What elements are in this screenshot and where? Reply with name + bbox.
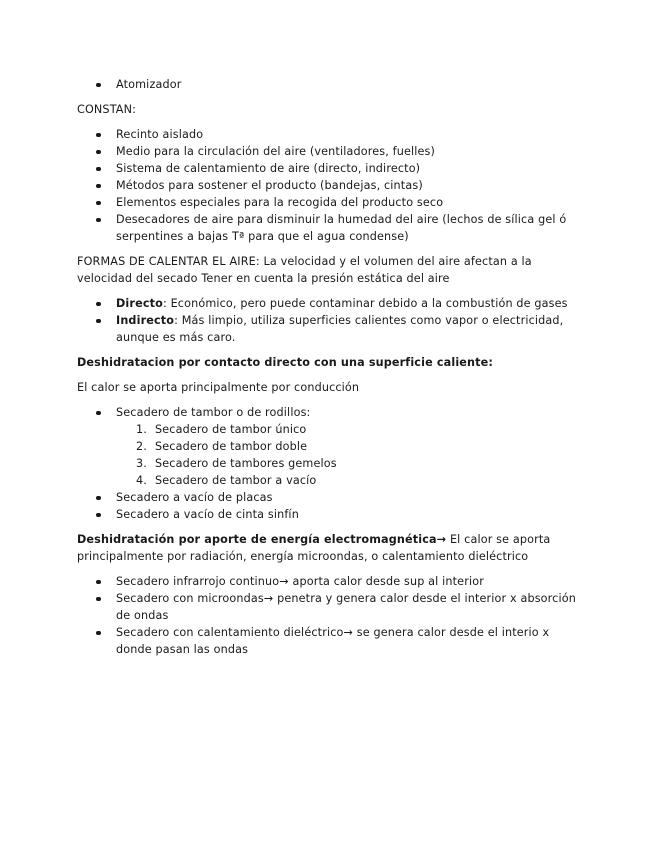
list-item: Secadero con microondas→ penetra y genera calor desde el interior x absorción de ondas bbox=[77, 590, 577, 624]
list-item: Métodos para sostener el producto (bandejas, cintas) bbox=[77, 177, 577, 194]
contacto-list bbox=[77, 404, 577, 523]
term-text: : Económico, pero puede contaminar debido a la combustión de gases bbox=[162, 297, 568, 310]
list-item: Desecadores de aire para disminuir la humedad del aire (lechos de sílica gel ó serpentines a bajas Tª para que el agua condense) bbox=[77, 211, 577, 245]
numbered-item bbox=[77, 455, 577, 472]
list-item bbox=[77, 312, 577, 346]
electro-intro: El calor se aporta principalmente por radiación, energía microondas, o calentamiento dieléctrico bbox=[77, 533, 551, 563]
item-text: Secadero de tambor doble bbox=[155, 440, 308, 453]
term-text: : Más limpio, utiliza superficies calientes como vapor o electricidad, aunque es más caro. bbox=[116, 314, 564, 344]
item-text: Secadero de tambores gemelos bbox=[155, 457, 337, 470]
formas-paragraph: FORMAS DE CALENTAR EL AIRE: La velocidad y el volumen del aire afectan a la velocidad del secado Tener en cuenta la presión estática del aire bbox=[77, 255, 532, 285]
list-item: Recinto aislado bbox=[77, 126, 577, 143]
term-directo: Directo bbox=[116, 297, 163, 310]
list-item bbox=[77, 404, 577, 489]
numbered-item bbox=[77, 438, 577, 455]
item-number: 2. bbox=[136, 440, 147, 453]
numbered-item bbox=[77, 421, 577, 438]
list-item bbox=[77, 295, 577, 312]
list-item: Sistema de calentamiento de aire (directo, indirecto) bbox=[77, 160, 577, 177]
list-item: Elementos especiales para la recogida del producto seco bbox=[77, 194, 577, 211]
numbered-item bbox=[77, 472, 577, 489]
item-number: 3. bbox=[136, 457, 147, 470]
item-number: 4. bbox=[136, 474, 147, 487]
item-text: Secadero de tambor único bbox=[155, 423, 307, 436]
electro-paragraph bbox=[77, 531, 577, 565]
constan-heading: CONSTAN: bbox=[77, 103, 137, 116]
item-text: Secadero de tambor a vacío bbox=[155, 474, 317, 487]
list-item: Secadero a vacío de cinta sinfín bbox=[77, 506, 577, 523]
list-item: Secadero a vacío de placas bbox=[77, 489, 577, 506]
item-number: 1. bbox=[136, 423, 147, 436]
contacto-intro: El calor se aporta principalmente por conducción bbox=[77, 381, 360, 394]
term-indirecto: Indirecto bbox=[116, 314, 175, 327]
list-item: Secadero con calentamiento dieléctrico→ se genera calor desde el interio x donde pasan las ondas bbox=[77, 624, 577, 658]
list-item: Medio para la circulación del aire (ventiladores, fuelles) bbox=[77, 143, 577, 160]
list-item: Secadero infrarrojo continuo→ aporta calor desde sup al interior bbox=[77, 573, 577, 590]
tambor-label: Secadero de tambor o de rodillos: bbox=[116, 406, 311, 419]
top-list bbox=[77, 76, 577, 93]
electro-list bbox=[77, 573, 577, 658]
formas-list bbox=[77, 295, 577, 346]
contacto-heading: Deshidratacion por contacto directo con una superficie caliente: bbox=[77, 356, 494, 369]
tambor-sublist bbox=[77, 421, 577, 489]
constan-list bbox=[77, 126, 577, 245]
electro-heading: Deshidratación por aporte de energía electromagnética→ bbox=[77, 533, 447, 546]
document-content bbox=[77, 76, 577, 658]
list-item: Atomizador bbox=[77, 76, 577, 93]
